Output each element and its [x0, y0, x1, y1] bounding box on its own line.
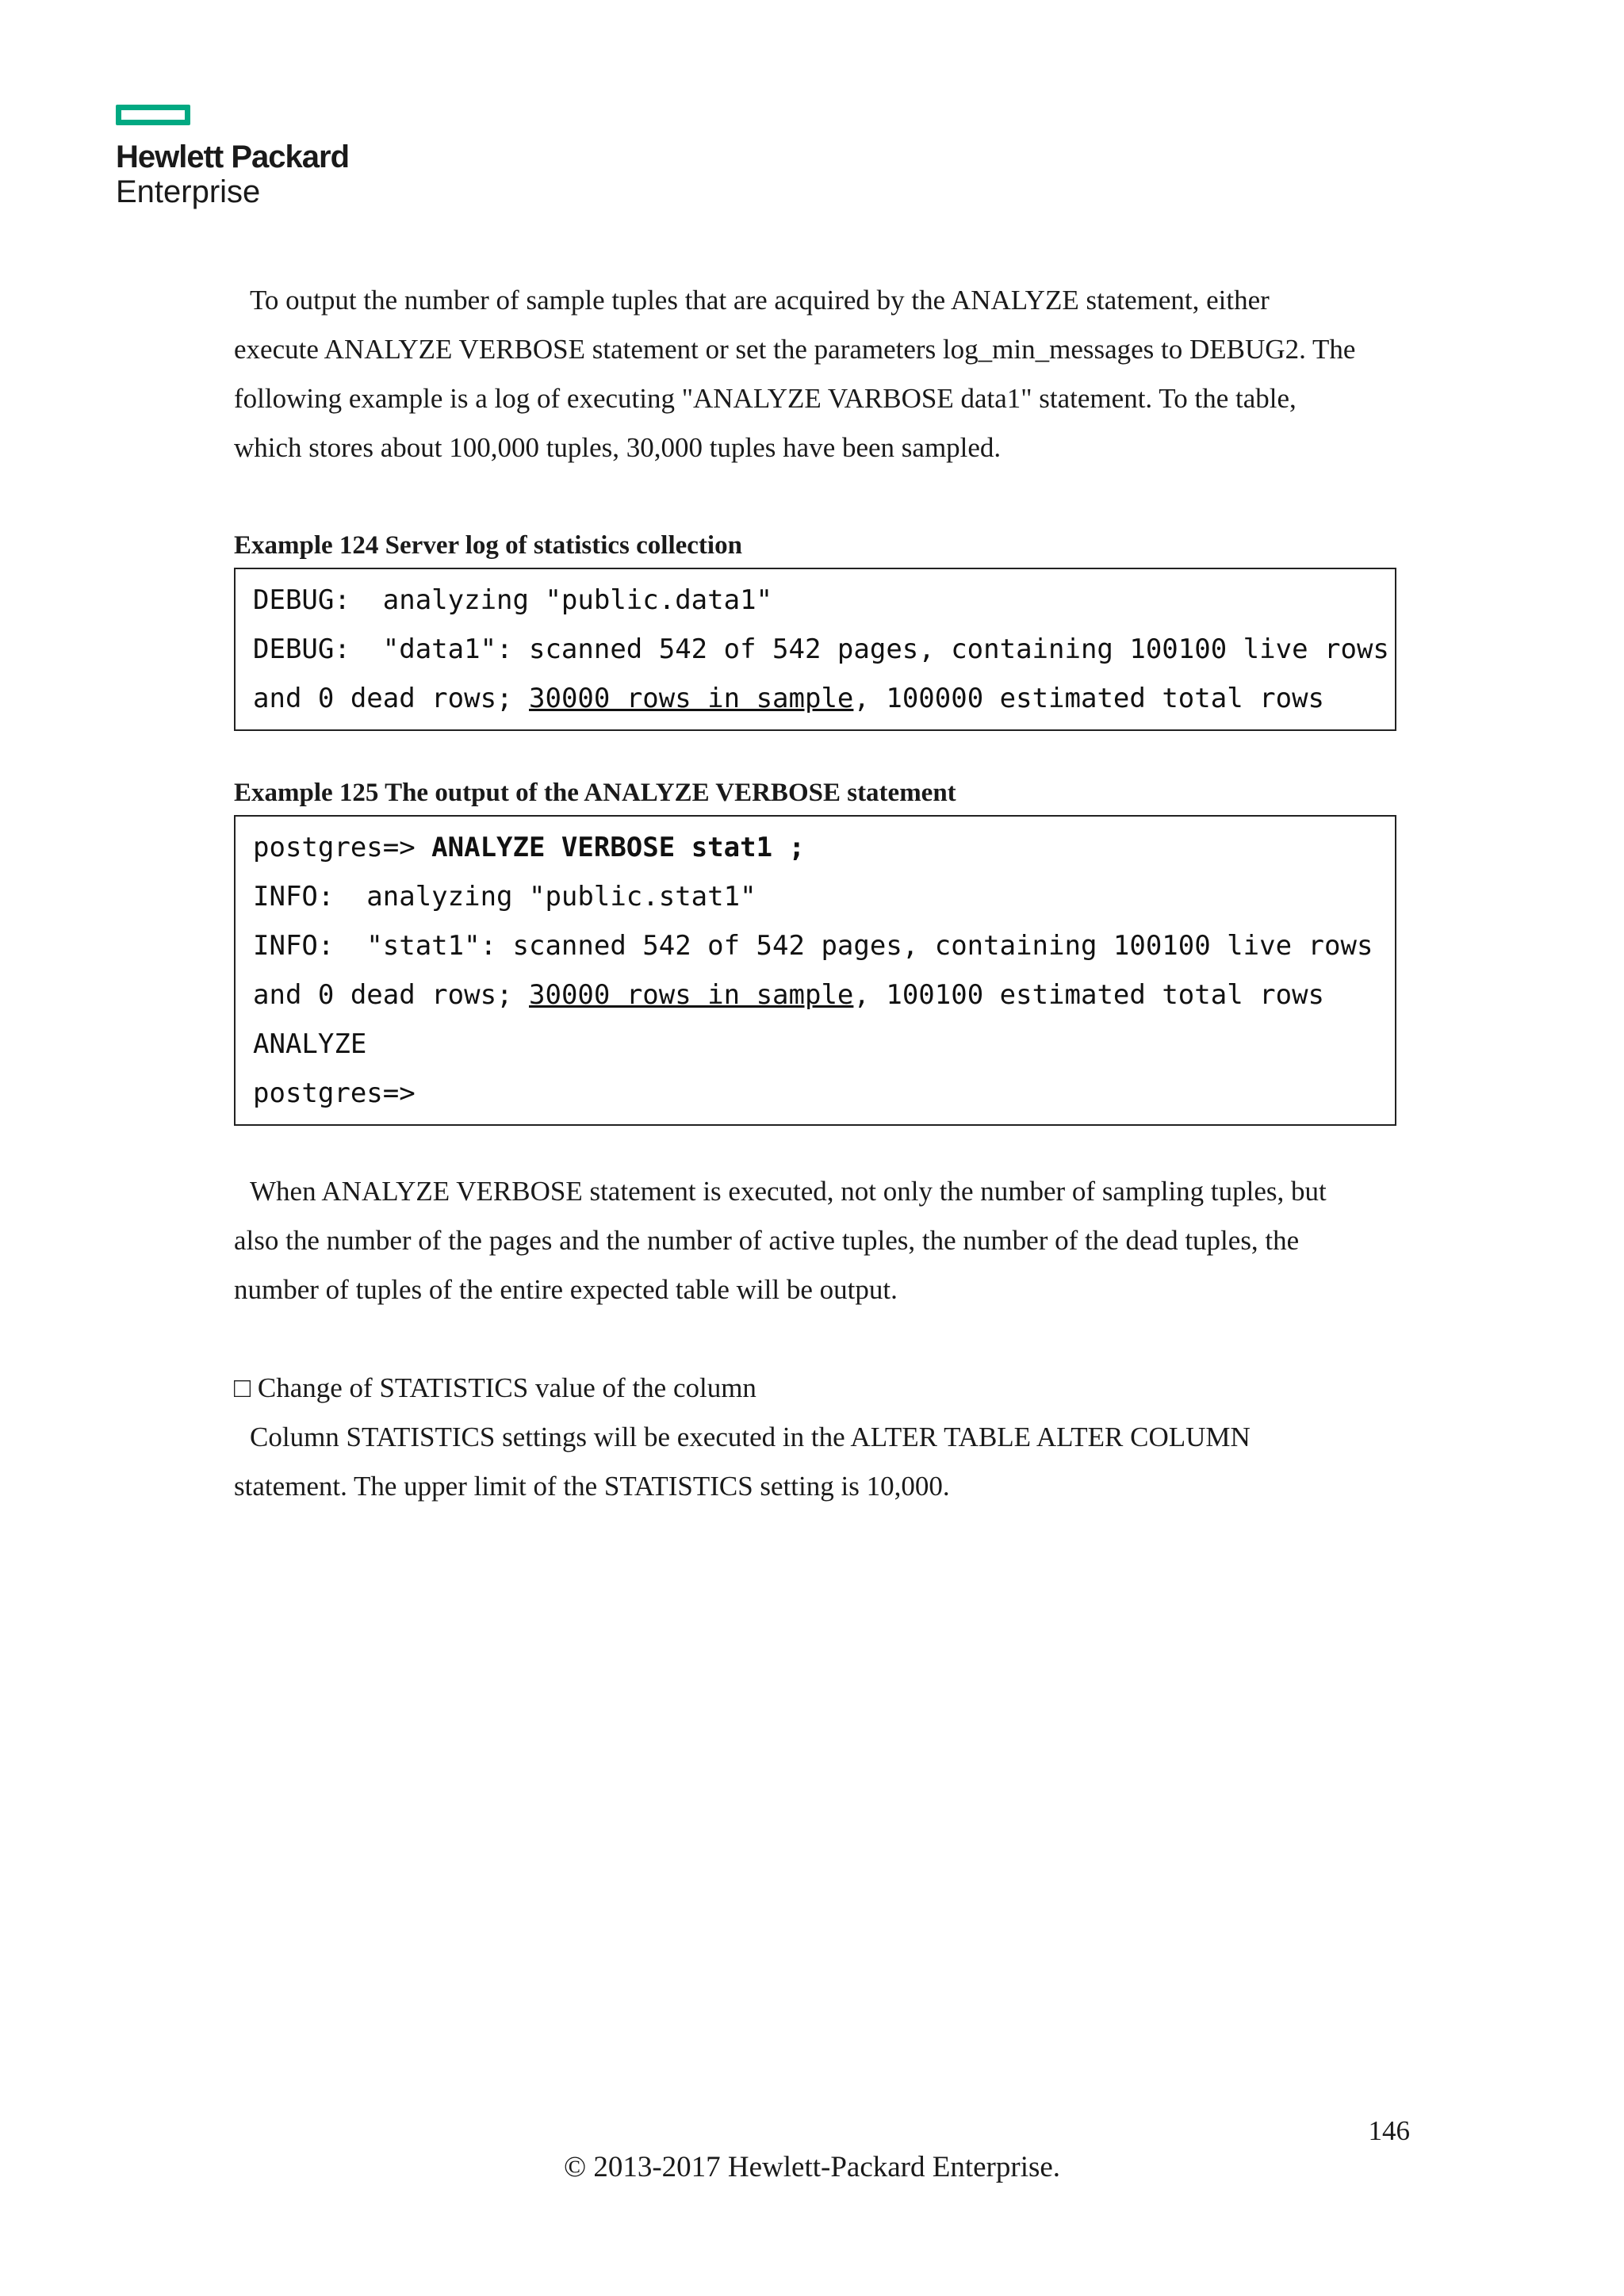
intro-paragraph — [234, 276, 1400, 473]
code-line: INFO: analyzing "public.stat1" — [253, 881, 756, 913]
logo-text-line1: Hewlett Packard — [116, 140, 350, 174]
section-line-1: Column STATISTICS settings will be executed in the ALTER TABLE ALTER COLUMN — [250, 1422, 1251, 1452]
logo-text-line2: Enterprise — [116, 174, 261, 209]
hpe-logo — [116, 105, 370, 216]
explanation-line-1: When ANALYZE VERBOSE statement is executed, not only the number of sampling tuples, but — [250, 1176, 1327, 1207]
explanation-paragraph — [234, 1167, 1400, 1314]
statistics-section — [234, 1364, 1400, 1511]
code-text: , 100000 estimated total rows — [853, 683, 1325, 714]
code-text: , 100100 estimated total rows — [853, 979, 1325, 1011]
code-line: postgres=> — [253, 1077, 416, 1109]
code-line: INFO: "stat1": scanned 542 of 542 pages, containing 100100 live rows — [253, 930, 1373, 962]
code-text: and 0 dead rows; — [253, 683, 529, 714]
intro-line-4: which stores about 100,000 tuples, 30,000 tuples have been sampled. — [234, 432, 1002, 463]
code-line — [253, 970, 1379, 1020]
example-124-code-block — [234, 568, 1396, 731]
underlined-sample-count: 30000 rows in sample — [529, 979, 854, 1011]
intro-line-3: following example is a log of executing "ANALYZE VARBOSE data1" statement. To the table, — [234, 383, 1297, 414]
underlined-sample-count: 30000 rows in sample — [529, 683, 854, 714]
code-line: DEBUG: analyzing "public.data1" — [253, 584, 773, 616]
code-line — [253, 823, 1379, 872]
hpe-logo-rectangle-icon — [116, 105, 190, 125]
intro-line-2: execute ANALYZE VERBOSE statement or set the parameters log_min_messages to DEBUG2. The — [234, 334, 1356, 365]
explanation-line-2: also the number of the pages and the number of active tuples, the number of the dead tuples, the — [234, 1225, 1300, 1256]
section-heading: □ Change of STATISTICS value of the column — [234, 1372, 756, 1403]
page-number: 146 — [1368, 2115, 1410, 2146]
explanation-line-3: number of tuples of the entire expected table will be output. — [234, 1274, 898, 1305]
code-line: ANALYZE — [253, 1028, 367, 1060]
psql-command: ANALYZE VERBOSE stat1 ; — [431, 832, 805, 863]
code-text: and 0 dead rows; — [253, 979, 529, 1011]
section-line-2: statement. The upper limit of the STATISTICS setting is 10,000. — [234, 1471, 950, 1502]
copyright-footer: © 2013-2017 Hewlett-Packard Enterprise. — [563, 2151, 1061, 2183]
example-125-code-block — [234, 815, 1396, 1126]
code-line — [253, 674, 1379, 723]
example-124-caption: Example 124 Server log of statistics collection — [234, 531, 742, 560]
example-124 — [234, 530, 1400, 731]
example-125-caption: Example 125 The output of the ANALYZE VERBOSE statement — [234, 779, 956, 807]
intro-line-1: To output the number of sample tuples that are acquired by the ANALYZE statement, either — [250, 285, 1270, 316]
code-line: DEBUG: "data1": scanned 542 of 542 pages, containing 100100 live rows — [253, 633, 1389, 665]
example-125 — [234, 777, 1400, 1126]
psql-prompt: postgres=> — [253, 832, 432, 863]
